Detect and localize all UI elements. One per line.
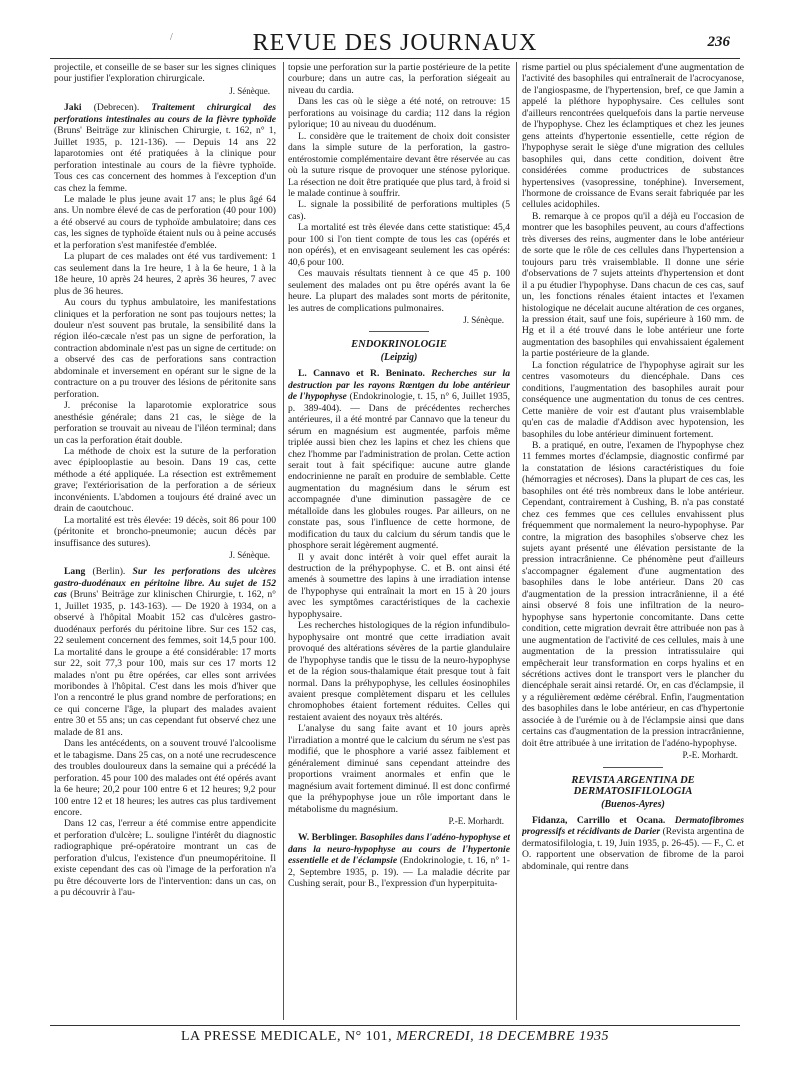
article-reference: (Endokrinologie, t. 15, n° 6, Juillet 1935, p. 389-404). — Dans de précédentes recherches antérieures, il a été montré par Cannavo que la teneur du sérum en magnésium est augmentée, parfois même triplée aussi bien chez les lapins et chez les chiens que chez l'homme par l'administration de prolan. Cette action serait tout à fait spécifique: aucune autre glande endocrinienne ne paraît en produire de semblable. Cette augmentation du magnésium dans le sérum est accompagnée d'une diminution passagère de ce métalloïde dans les globules rouges. Par ailleurs, on ne constate pas, sous l'influence de cette hormone, de modification du taux du calcium du sérum tandis que le phosphore serait légèrement augmenté. xyxy=(288,391,510,552)
paragraph: La plupart de ces malades ont été vus tardivement: 1 cas seulement dans la 1re heure, 1 à la 6e heure, 1 à la 18e heure, 10 après 24 heures, 2 après 36 heures, 7 avec plus de 36 heures. xyxy=(54,251,276,297)
article-heading xyxy=(54,566,276,738)
column-divider xyxy=(516,62,517,1020)
signature: P.-E. Morhardt. xyxy=(448,816,504,826)
section-separator xyxy=(369,331,429,332)
paragraph: Le malade le plus jeune avait 17 ans; le plus âgé 64 ans. Un nombre élevé de cas de perforation (40 pour 100) a été observé au cours de typhoïde ambulatoire; dans ces cas, les signes de typhoïde étaient nuls ou à peine accusés et la perforation s'est manifestée d'emblée. xyxy=(54,193,276,251)
signature: J. Sénèque. xyxy=(463,314,504,325)
article-author: Jaki xyxy=(64,102,82,114)
section-heading: REVISTA ARGENTINA DE DERMATOSIFILOLOGIA xyxy=(571,774,695,798)
article-heading xyxy=(522,815,744,872)
article-title: Dermatofibromes progressifs et récidivants de Darier xyxy=(522,815,744,838)
journal-title: REVUE DES JOURNAUX xyxy=(252,30,538,56)
article-author: Lang xyxy=(64,566,86,578)
signature: P.-E. Morhardt. xyxy=(682,750,738,761)
article-title: Basophiles dans l'adéno-hypophyse et dans la neuro-hypophyse au cours de l'hypertonie essentielle et de l'éclampsie xyxy=(288,832,510,867)
article-city: (Debrecen). xyxy=(81,102,140,114)
page-header xyxy=(50,30,740,60)
paragraph: La mortalité est très élevée dans cette statistique: 45,4 pour 100 si l'on tient compte de tous les cas (opérés et non opérés), et en envisageant seulement les cas opérés: 40,6 pour 100. xyxy=(288,222,510,268)
article-title: Traitement chirurgical des perforations intestinales au cours de la fièvre typhoïde xyxy=(54,102,276,125)
paragraph: L. signale la possibilité de perforations multiples (5 cas). xyxy=(288,199,510,222)
article-reference: (Revista argentina de dermatosifilologia, t. 19, Juin 1935, p. 26-45). — F., C. et O. rapportent une observation de fibrome de la paroi abdominale, qui rentre dans xyxy=(522,826,744,872)
page-number: 236 xyxy=(707,34,730,50)
article-title: Recherches sur la destruction par les rayons Rœntgen du lobe antérieur de l'hypophyse xyxy=(288,368,510,403)
paragraph: Dans les antécédents, on a souvent trouvé l'alcoolisme et le tabagisme. Dans 25 cas, on a noté une recrudescence des troubles douloureux dans la semaine qui a précédé la perforation. 45 pour 100 des malades ont été opérés avant la 6e heure; 20,2 pour 100 entre 6 et 12 heures; 9,2 pour 100 entre 12 et 18 heures; les autres cas plus tardivement encore. xyxy=(54,738,276,818)
paragraph: projectile, et conseille de se baser sur les signes cliniques pour justifier l'exploration chirurgicale. xyxy=(54,62,276,85)
section-subheading: (Buenos-Ayres) xyxy=(601,798,665,810)
article-author: L. Cannavo et R. Beninato. xyxy=(298,368,425,380)
article-heading xyxy=(54,102,276,194)
paragraph: L'analyse du sang faite avant et 10 jours après l'irradiation a montré que le calcium du sérum ne s'est pas modifié, que le phosphore a varié assez faiblement et généralement diminué sans cependant atteindre des proportions vraiment anormales et enfin que le magnésium avait fortement diminué. Il est donc confirmé que la préhypophyse joue un rôle important dans le métabolisme du magnésium. xyxy=(288,723,510,815)
paragraph: La fonction régulatrice de l'hypophyse agirait sur les centres vasomoteurs du diencéphale. Dans ces conditions, l'augmentation des basophiles aurait pour conséquence une augmentation du tonus de ces centres. Cette manière de voir est d'autant plus vraisemblable qu'en cas de maladie d'Addison avec hypotension, les basophiles du lobe antérieur diminuent fortement. xyxy=(522,359,744,440)
section-heading: ENDOKRINOLOGIE xyxy=(351,339,447,351)
article-author: W. Berblinger. xyxy=(298,832,358,844)
article-title: Sur les perforations des ulcères gastro-duodénaux en péritoine libre. Au sujet de 152 cas xyxy=(54,566,276,601)
footer-journal: LA PRESSE MEDICALE, N° 101, xyxy=(180,1029,393,1044)
paragraph: Dans les cas où le siège a été noté, on retrouve: 15 perforations au voisinage du cardia; 112 dans la région pylorique; 10 au niveau du duodénum. xyxy=(288,96,510,131)
signature: J. Sénèque. xyxy=(229,85,270,96)
paragraph: Au cours du typhus ambulatoire, les manifestations cliniques et la perforation ne sont pas toujours nettes; la douleur n'est souvent pas brutale, la sensibilité dans la région iléo-cæcale n'est pas un signe de perforation, la contraction abdominale n'est pas un signe de certitude: on a observé des cas de perforations sans contraction abdominale et inversement en opérant sur le signe de la contracture on a pu trouver des lésions de péritonite sans perforation. xyxy=(54,297,276,400)
article-city: (Berlin). xyxy=(85,566,126,578)
section-subheading: (Leipzig) xyxy=(380,351,418,363)
article-reference: (Bruns' Beiträge zur klinischen Chirurgie, t. 162, n° 1, Juillet 1935, p. 121-136). — Depuis 14 ans 22 laparotomies ont été pratiquées à la clinique pour perforation intestinale au cours de la fièvre typhoïde. Tous ces cas concernent des hommes à l'exception d'un cas chez la femme. xyxy=(54,125,276,194)
header-rule xyxy=(50,58,740,59)
paragraph: B. a pratiqué, en outre, l'examen de l'hypophyse chez 11 femmes mortes d'éclampsie, diagnostic confirmé par la constatation de lésions caractéristiques du foie (hémorragies et nécroses). Dans la plupart de ces cas, les basophiles ont été très nombreux dans le lobe antérieur. Cependant, contrairement à Cushing, B. n'a pas constaté chez ces femmes que ces cellules envahissent plus fréquemment que normalement la neuro-hypophyse. Par contre, la migration des basophiles s'observe chez les sujets ayant présenté une élévation persistante de la pression intracrânienne. Ce phénomène peut d'ailleurs s'accompagner également d'une augmentation des basophiles dans le lobe antérieur. Dans 20 cas d'augmentation de la pression intracrânienne, il a été ainsi observé 8 fois une infiltration de la neuro-hypophyse sans hypertonie concomitante. Dans cette condition, cette migration devrait être attribuée non pas à une augmentation de l'activité de ces cellules, mais à une augmentation de la pression intratissulaire qui empêcherait leur transformation en corps hyalins et en sécrétions actives dont le transport vers le plancher du diencéphale serait ainsi retardé. Or, en cas d'éclampsie, il y a régulièrement œdème cérébral. Enfin, l'augmentation des basophiles dans le lobe antérieur, en cas d'hypertonie associée à de l'urémie ou à de l'éclampsie ainsi que dans certains cas d'augmentation de la pression intracrânienne, doit être attribuée à une irritation de l'adéno-hypophyse. xyxy=(522,439,744,749)
paragraph: L. considère que le traitement de choix doit consister dans la simple suture de la perforation, la gastro-entérostomie complémentaire devant être réservée au cas où la suture risque de provoquer une sténose pylorique. La résection ne doit être pratiquée que plus tard, à froid si le malade continue à souffrir. xyxy=(288,130,510,199)
article-heading xyxy=(288,368,510,551)
paragraph: La méthode de choix est la suture de la perforation avec épiplooplastie au besoin. Dans 19 cas, cette méthode a été appliquée. La résection est extrêmement grave; l'extériorisation de la perforation a de sérieux inconvénients. L'abdomen a toujours été drainé avec un drain de caoutchouc. xyxy=(54,445,276,515)
footer-date: MERCREDI, 18 DECEMBRE 1935 xyxy=(396,1029,610,1044)
column-3 xyxy=(522,62,744,1022)
article-reference: (Bruns' Beiträge zur klinischen Chirurgie, t. 162, n° 1, Juillet 1935, p. 143-163). — De 1920 à 1934, on a observé à l'hôpital Moabit 152 cas d'ulcères gastro-duodénaux perforés du péritoine libre. Sur ces 152 cas, 22 seulement concernent des femmes, soit 14,5 pour 100. La mortalité dans le groupe a été considérable: 17 morts sur 22, soit 77,3 pour 100, mais sur ces 17 morts 12 malades n'ont pu être opérées, car elles sont arrivées moribondes à l'hôpital. C'est dans les mois d'hiver que l'on a rencontré le plus grand nombre de perforations; en ce qui concerne l'âge, la plupart des malades avaient entre 30 et 55 ans; un cas cependant fut observé chez une malade de 81 ans. xyxy=(54,589,276,738)
article-author: Fidanza, Carrillo et Ocana. xyxy=(532,815,666,826)
article-heading xyxy=(288,832,510,889)
column-divider xyxy=(283,62,284,1020)
paragraph: J. préconise la laparotomie exploratrice sous anesthésie générale; dans 21 cas, le siège de la perforation se trouvait au niveau de l'iléon terminal; dans un cas la perforation était double. xyxy=(54,400,276,446)
paragraph: La mortalité est très élevée: 19 décès, soit 86 pour 100 (péritonite et broncho-pneumonie; aucun décès par insuffisance des sutures). xyxy=(54,514,276,549)
paragraph: Dans 12 cas, l'erreur a été commise entre appendicite et perforation d'ulcère; L. souligne l'intérêt du diagnostic radiographique pré-opératoire montrant un cas de perforation d'ulcus, l'existence d'un pneumopéritoine. Il existe cependant des cas où l'image de la perforation n'a pu être découverte lors de l'intervention: dans un cas, on a pu découvrir à l'au- xyxy=(54,818,276,899)
section-separator xyxy=(603,767,663,768)
signature: J. Sénèque. xyxy=(229,550,270,561)
paragraph: risme partiel ou plus spécialement d'une augmentation de l'activité des basophiles qui entraînerait de l'acrocyanose, de l'angiospasme, de l'hypertension, bref, ce que Jamin a appelé la pléthore hypophysaire. Ces cellules sont d'ailleurs rencontrées quelquefois dans la partie nerveuse de l'hypophyse. Chez les éclamptiques et chez les jeunes gens atteints d'hypertonie essentielle, cette région de l'hypophyse serait le siège d'une migration des cellules basophiles qui, dans cette condition, doivent être considérées comme productrices de substances hypertensives (vasopressine, tonéphine). Inversement, l'hormone de croissance de Evans serait fabriquée par les cellules acidophiles. xyxy=(522,62,744,211)
paragraph: B. remarque à ce propos qu'il a déjà eu l'occasion de montrer que les basophiles peuvent, au cours d'affections très diverses des reins, augmenter dans le lobe antérieur de sorte que le rôle de ces cellules dans l'hypertension a toujours paru très vraisemblable. Il donne une série d'observations de 7 sujets atteints d'hypertension et dont il a pu étudier l'hypophyse. Dans chacun de ces cas, sauf un, les fonctions rénales étaient intactes et l'examen histologique ne décelait aucune altération de ces organes, la pression était, sauf une fois, supérieure à 160 mm. de Hg et il a été trouvé dans le lobe antérieur une forte augmentation des basophiles qui envahissaient également la partie postérieure de la glande. xyxy=(522,210,744,360)
paragraph: Ces mauvais résultats tiennent à ce que 45 p. 100 seulement des malades ont pu être opérés avant la 6e heure. La plupart des malades sont morts de péritonite, les autres de complications pulmonaires. xyxy=(288,268,510,314)
footer-rule xyxy=(50,1025,740,1026)
column-2 xyxy=(288,62,510,1022)
column-1 xyxy=(54,62,276,1022)
pencil-mark: / xyxy=(170,32,173,43)
paragraph: topsie une perforation sur la partie postérieure de la petite courbure; dans un autre cas, la perforation siégeait au niveau du cardia. xyxy=(288,62,510,96)
paragraph: Il y avait donc intérêt à voir quel effet aurait la destruction de la préhypophyse. C. et B. ont ainsi été amenés à soumettre des lapins à une irradiation intense de l'hypophyse qui entraînait la mort en 15 à 20 jours avec les symptômes caractéristiques de la cachexie hypophysaire. xyxy=(288,551,510,620)
page-footer xyxy=(50,1029,740,1045)
paragraph: Les recherches histologiques de la région infundibulo-hypophysaire ont montré que cette irradiation avait provoqué des altérations sévères de la partie glandulaire de l'hypophyse tandis que le tissu de la neuro-hypophyse et de la région sous-thalamique était presque tout à fait normal. Dans la préhypophyse, les cellules éosinophiles avaient presque complètement disparu et les cellules chromophobes étaient fortement réduites. Celles qui restaient avaient des noyaux très altérés. xyxy=(288,620,510,723)
article-reference: (Endokrinologie, t. 16, n° 1-2, Septembre 1935, p. 19). — La maladie décrite par Cushing serait, pour B., l'expression d'un hyperpituita- xyxy=(288,855,510,890)
